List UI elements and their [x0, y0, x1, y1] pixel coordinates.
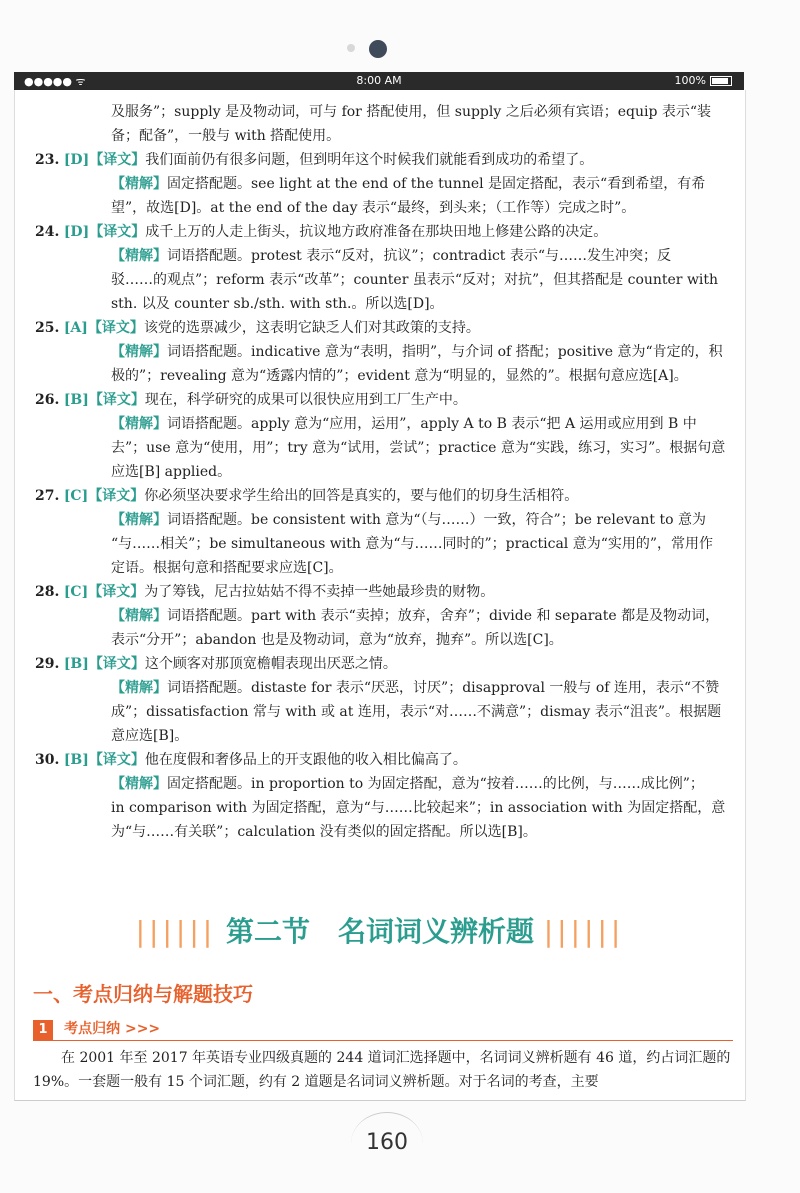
- explanation-tag: 【精解】: [111, 512, 167, 528]
- explanation-tag: 【精解】: [111, 416, 167, 432]
- page-number: 160: [357, 1120, 417, 1166]
- explanation-line: [35, 268, 735, 292]
- answer-list: [35, 148, 735, 844]
- translation-text: 成千上万的人走上街头，抗议地方政府准备在那块田地上修建公路的决定。: [145, 224, 608, 240]
- explanation-tag: 【精解】: [111, 176, 167, 192]
- explanation-text: “与……相关”；be simultaneous with 意为“与……同时的”；practical 意为“实用的”，常用作: [111, 536, 714, 552]
- decorative-bars-left: ||||||: [135, 915, 217, 948]
- explanation-line: [35, 556, 735, 580]
- answer-translation-line: [35, 652, 735, 676]
- section-title-text: 第二节 名词词义辨析题: [225, 915, 534, 948]
- question-number: 26.: [35, 392, 60, 408]
- status-bar: [14, 72, 744, 90]
- explanation-text: 词语搭配题。be consistent with 意为“（与……）一致，符合”；be relevant to 意为: [167, 512, 706, 528]
- translation-text: 该党的选票减少，这表明它缺乏人们对其政策的支持。: [143, 320, 480, 336]
- explanation-tag: 【精解】: [111, 776, 167, 792]
- explanation-line: [35, 172, 735, 196]
- answer-choice: [D]: [63, 152, 90, 168]
- question-number: 28.: [35, 584, 60, 600]
- status-time: 8:00 AM: [356, 74, 402, 87]
- translation-tag: 【译文】: [88, 584, 145, 600]
- question-number: 24.: [35, 224, 60, 240]
- explanation-line: [35, 244, 735, 268]
- explanation-line: [35, 412, 735, 436]
- answer-item: [35, 220, 735, 316]
- page-screen: [14, 90, 746, 1101]
- explanation-line: [35, 436, 735, 460]
- translation-tag: 【译文】: [87, 320, 144, 336]
- explanation-text: 词语搭配题。indicative 意为“表明，指明”，与介词 of 搭配；positive 意为“肯定的，积: [167, 344, 723, 360]
- question-number: 23.: [35, 152, 60, 168]
- battery-icon: [710, 76, 732, 86]
- translation-text: 为了筹钱，尼古拉姑姑不得不卖掉一些她最珍贵的财物。: [144, 584, 495, 600]
- answer-translation-line: [35, 148, 735, 172]
- answer-translation-line: [35, 220, 735, 244]
- explanation-text: 应选[B] applied。: [111, 464, 232, 480]
- answer-translation-line: [35, 748, 735, 772]
- answer-translation-line: [35, 580, 735, 604]
- subheading-number: 1: [33, 1020, 53, 1040]
- explanation-text: 成”；dissatisfaction 常与 with 或 at 连用，表示“对……不满意”；dismay 表示“沮丧”。根据题: [111, 704, 722, 720]
- signal-wifi-indicator: ●●●●● ᯤ: [24, 75, 86, 88]
- answer-item: [35, 580, 735, 652]
- answer-choice: [C]: [63, 488, 89, 504]
- explanation-line: [35, 340, 735, 364]
- explanation-line: [35, 676, 735, 700]
- battery-indicator: 100%: [675, 74, 732, 87]
- explanation-line: [35, 532, 735, 556]
- answer-item: [35, 748, 735, 844]
- answer-translation-line: [35, 484, 735, 508]
- explanation-text: 词语搭配题。apply 意为“应用，运用”，apply A to B 表示“把 A 运用或应用到 B 中: [167, 416, 697, 432]
- question-number: 25.: [35, 320, 60, 336]
- explanation-text: 驳……的观点”；reform 表示“改革”；counter 虽表示“反对；对抗”，但其搭配是 counter with: [111, 272, 719, 288]
- explanation-tag: 【精解】: [111, 248, 167, 264]
- explanation-line: [35, 772, 735, 796]
- answer-item: [35, 484, 735, 580]
- translation-tag: 【译文】: [89, 224, 146, 240]
- question-number: 29.: [35, 656, 60, 672]
- camera-dot: [369, 40, 387, 58]
- explanation-line: [35, 700, 735, 724]
- answer-item: [35, 652, 735, 748]
- answer-item: [35, 388, 735, 484]
- explanation-text: 定语。根据句意和搭配要求应选[C]。: [111, 560, 343, 576]
- explanation-text: 词语搭配题。distaste for 表示“厌恶，讨厌”；disapproval 一般与 of 连用，表示“不赞: [167, 680, 720, 696]
- translation-tag: 【译文】: [88, 488, 145, 504]
- translation-tag: 【译文】: [88, 752, 145, 768]
- answer-choice: [B]: [63, 656, 89, 672]
- explanation-text: 词语搭配题。part with 表示“卖掉；放弃，舍弃”；divide 和 separate 都是及物动词，: [167, 608, 720, 624]
- translation-text: 你必须坚决要求学生给出的回答是真实的，要与他们的切身生活相符。: [144, 488, 579, 504]
- explanation-text: 词语搭配题。protest 表示“反对，抗议”；contradict 表示“与……发生冲突；反: [167, 248, 672, 264]
- decorative-bars-right: ||||||: [543, 915, 625, 948]
- explanation-tag: 【精解】: [111, 608, 167, 624]
- translation-tag: 【译文】: [88, 656, 145, 672]
- explanation-line: [35, 604, 735, 628]
- translation-tag: 【译文】: [88, 392, 145, 408]
- explanation-line: [35, 820, 735, 844]
- explanation-text: 极的”；revealing 意为“透露内情的”；evident 意为“明显的，显然的”。根据句意应选[A]。: [111, 368, 688, 384]
- answer-item: [35, 148, 735, 220]
- explanation-line: [35, 460, 735, 484]
- answer-translation-line: [35, 388, 735, 412]
- explanation-line: [35, 796, 735, 820]
- translation-tag: 【译文】: [89, 152, 146, 168]
- subheading-bar: [33, 1018, 733, 1041]
- heading-1: 一、考点归纳与解题技巧: [33, 982, 253, 1006]
- explanation-text: 固定搭配题。in proportion to 为固定搭配，意为“按着……的比例，与……成比例”；: [167, 776, 704, 792]
- question-number: 30.: [35, 752, 60, 768]
- question-number: 27.: [35, 488, 60, 504]
- explanation-line: [35, 364, 735, 388]
- answer-choice: [B]: [63, 392, 89, 408]
- explanation-text: sth. 以及 counter sb./sth. with sth.。所以选[D]。: [111, 296, 444, 312]
- explanation-line: [35, 724, 735, 748]
- answer-choice: [B]: [63, 752, 89, 768]
- translation-text: 现在，科学研究的成果可以很快应用到工厂生产中。: [144, 392, 467, 408]
- explanation-line: [35, 196, 735, 220]
- answer-content: [35, 100, 735, 844]
- answer-choice: [D]: [63, 224, 90, 240]
- explanation-text: in comparison with 为固定搭配，意为“与……比较起来”；in association with 为固定搭配，意: [111, 800, 726, 816]
- explanation-tag: 【精解】: [111, 344, 167, 360]
- explanation-tag: 【精解】: [111, 680, 167, 696]
- subheading-label: 考点归纳 >>>: [64, 1021, 161, 1037]
- section-title: [15, 910, 745, 950]
- translation-text: 他在度假和奢侈品上的开支跟他的收入相比偏高了。: [144, 752, 467, 768]
- explanation-text: 意应选[B]。: [111, 728, 189, 744]
- continued-line: 及服务”；supply 是及物动词，可与 for 搭配使用，但 supply 之后必须有宾语；equip 表示“装: [111, 104, 712, 120]
- explanation-text: 望”，故选[D]。at the end of the day 表示“最终，到头来；（工作等）完成之时”。: [111, 200, 636, 216]
- answer-item: [35, 316, 735, 388]
- explanation-line: [35, 508, 735, 532]
- body-paragraph: 在 2001 年至 2017 年英语专业四级真题的 244 道词汇选择题中，名词词义辨析题有 46 道，约占词汇题的 19%。一套题一般有 15 个词汇题，约有 2 道题是名词词义辨析题。对于名词的考查，主要: [33, 1050, 731, 1090]
- explanation-text: 固定搭配题。see light at the end of the tunnel 是固定搭配，表示“看到希望，有希: [167, 176, 706, 192]
- explanation-text: 表示“分开”；abandon 也是及物动词，意为“放弃，抛弃”。所以选[C]。: [111, 632, 563, 648]
- explanation-line: [35, 292, 735, 316]
- answer-translation-line: [35, 316, 735, 340]
- translation-text: 这个顾客对那顶宽檐帽表现出厌恶之情。: [144, 656, 397, 672]
- explanation-text: 为“与……有关联”；calculation 没有类似的固定搭配。所以选[B]。: [111, 824, 537, 840]
- answer-choice: [A]: [63, 320, 88, 336]
- explanation-text: 去”；use 意为“使用，用”；try 意为“试用，尝试”；practice 意为“实践，练习，实习”。根据句意: [111, 440, 726, 456]
- explanation-line: [35, 628, 735, 652]
- translation-text: 我们面前仍有很多问题，但到明年这个时候我们就能看到成功的希望了。: [145, 152, 594, 168]
- continued-line: 备；配备”，一般与 with 搭配使用。: [111, 128, 341, 144]
- sensor-dot: [347, 44, 355, 52]
- answer-choice: [C]: [63, 584, 89, 600]
